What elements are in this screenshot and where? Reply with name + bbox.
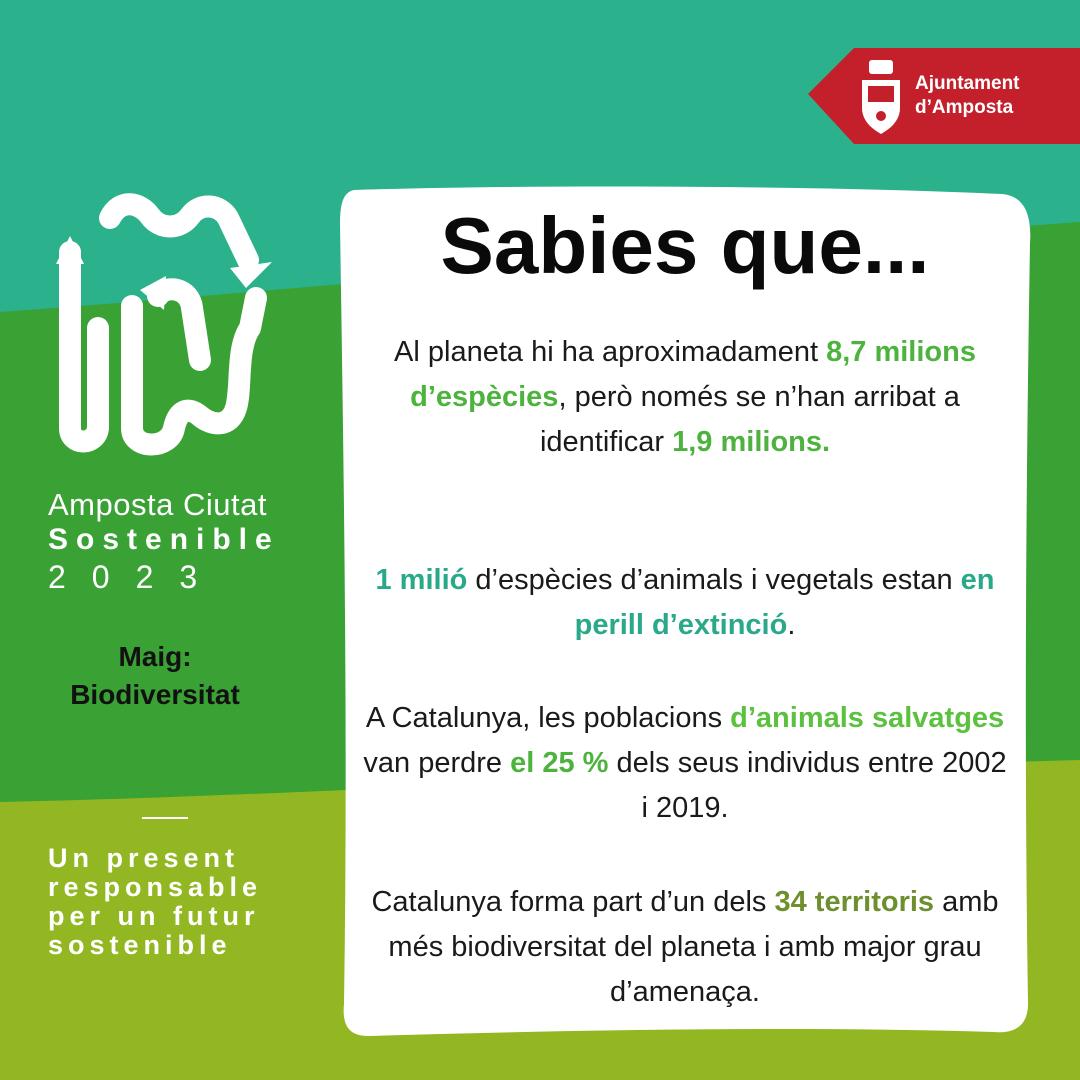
divider [142,817,188,819]
recycle-arrows-tower-icon [40,178,300,478]
brand-line1: Amposta Ciutat [48,487,267,522]
month-topic [30,638,280,714]
fact-1 [360,330,1010,465]
fact-3-highlight-animals: d’animals salvatges [730,702,1005,734]
fact-3-text-a: A Catalunya, les poblacions [365,702,731,734]
org-name-line2: d’Amposta [915,97,1014,118]
fact-2 [360,558,1010,648]
motto-line4: sostenible [48,930,232,960]
fact-1-highlight-species: 8,7 milions d’espècies [410,336,976,413]
fact-4-text-a: Catalunya forma part d’un dels [371,886,775,918]
fact-1-highlight-identified: 1,9 milions. [672,426,831,458]
fact-4 [360,880,1010,1015]
fact-2-text-d: . [787,609,796,641]
fact-4-highlight-territories: 34 territoris [774,886,935,918]
fact-3 [360,696,1010,831]
motto-line1: Un present [48,843,240,873]
month-label: Maig: [118,641,192,672]
fact-2-highlight-extinction: en perill d’extinció [574,564,995,641]
motto-line3: per un futur [48,901,260,931]
fact-1-text-c: , però només se n’han arribat a identificar [539,381,960,458]
fact-4-text-c: amb més biodiversitat del planeta i amb major grau d’amenaça. [388,886,999,1008]
fact-3-text-c: van perdre [363,747,511,779]
brand-line3: 2023 [48,559,224,595]
motto-line2: responsable [48,872,263,902]
fact-2-highlight-million: 1 milió [375,564,468,596]
fact-3-text-e: dels seus individus entre 2002 i 2019. [608,747,1007,824]
fact-2-text-b: d’espècies d’animals i vegetals estan [467,564,961,596]
motto [48,844,298,960]
topic-label: Biodiversitat [70,679,240,710]
card-title: Sabies que... [440,201,930,290]
fact-1-text-a: Al planeta hi ha aproximadament [394,336,827,368]
coat-of-arms-icon [858,58,904,136]
org-name[interactable] [915,72,1075,120]
brand-line2: Sostenible [48,523,280,556]
org-name-line1: Ajuntament [915,73,1020,94]
fact-3-highlight-percent: el 25 % [510,747,609,779]
